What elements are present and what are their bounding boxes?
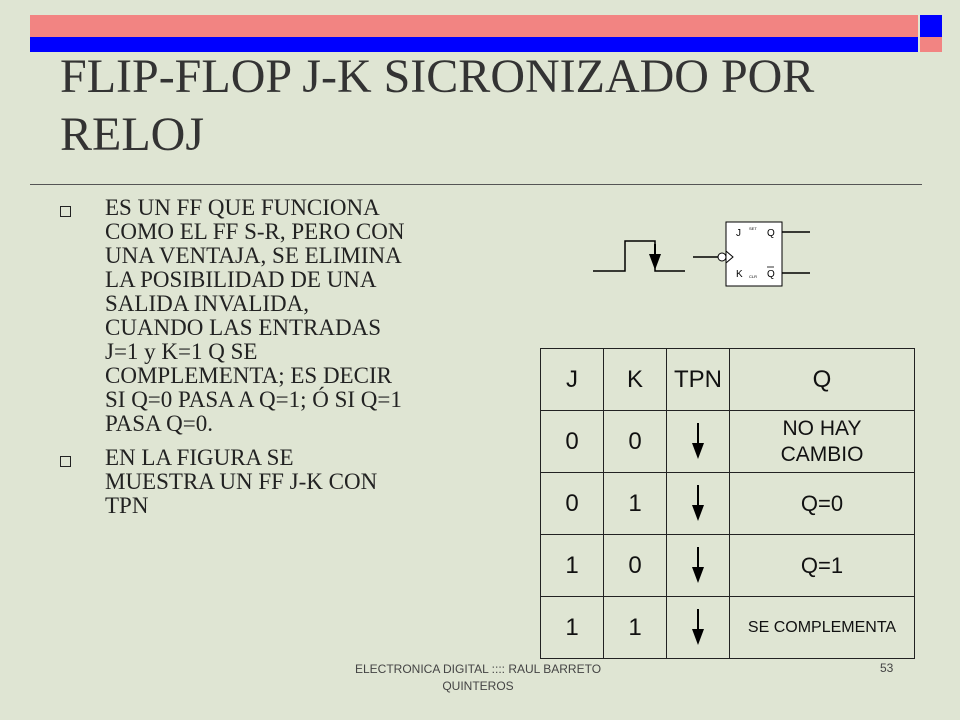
ff-clr-label: CLR (749, 274, 758, 279)
footer-text: ELECTRONICA DIGITAL :::: RAUL BARRETO QUINTEROS (354, 662, 602, 693)
header-q: Q (730, 349, 915, 411)
bullet-text: ES UN FF QUE FUNCIONA COMO EL FF S-R, PERO CON UNA VENTAJA, SE ELIMINA LA POSIBILIDAD DE UNA SALIDA INVALIDA, CUANDO LAS ENTRADAS J=1 y K=1 Q SE COMPLEMENTA; ES DECIR SI Q=0 PASA A Q=1; Ó SI Q=1 PASA Q=0. (105, 195, 405, 436)
bullet-item (60, 196, 480, 436)
square-bullet-icon (60, 206, 71, 217)
corner-square-blue (920, 15, 942, 37)
down-arrow-icon (691, 547, 705, 585)
cell-j: 1 (541, 597, 604, 659)
down-arrow-icon (691, 609, 705, 647)
ff-qbar-label: Q (767, 269, 775, 280)
truth-table (540, 348, 915, 659)
bullet-item (60, 446, 480, 518)
topbar-red (30, 15, 918, 37)
cell-tpn (667, 535, 730, 597)
cell-j: 0 (541, 411, 604, 473)
bullet-text: EN LA FIGURA SE MUESTRA UN FF J-K CON TPN (105, 445, 378, 518)
table-row (541, 411, 915, 473)
cell-k: 0 (604, 535, 667, 597)
table-row (541, 473, 915, 535)
cell-j: 0 (541, 473, 604, 535)
cell-q: Q=1 (730, 535, 915, 597)
clock-pulse-waveform (593, 241, 685, 271)
table-row (541, 597, 915, 659)
ff-k-label: K (736, 269, 743, 280)
jk-flip-flop-diagram (585, 214, 825, 294)
cell-tpn (667, 597, 730, 659)
cell-tpn (667, 473, 730, 535)
ff-set-label: SET (749, 226, 757, 231)
down-arrow-icon (691, 485, 705, 523)
table-header-row (541, 349, 915, 411)
cell-j: 1 (541, 535, 604, 597)
falling-edge-arrow-head (649, 254, 661, 270)
cell-q: Q=0 (730, 473, 915, 535)
corner-square-red (920, 37, 942, 52)
cell-k: 0 (604, 411, 667, 473)
cell-k: 1 (604, 597, 667, 659)
down-arrow-icon (691, 423, 705, 461)
ff-q-label: Q (767, 228, 775, 239)
table-row (541, 535, 915, 597)
bullet-list (60, 196, 480, 528)
header-k: K (604, 349, 667, 411)
cell-tpn (667, 411, 730, 473)
header-tpn: TPN (667, 349, 730, 411)
cell-q: NO HAY CAMBIO (730, 411, 915, 473)
title-divider (30, 184, 922, 185)
ff-j-label: J (736, 228, 741, 239)
header-j: J (541, 349, 604, 411)
square-bullet-icon (60, 456, 71, 467)
cell-k: 1 (604, 473, 667, 535)
slide-title: FLIP-FLOP J-K SICRONIZADO POR RELOJ (60, 50, 815, 161)
cell-q: SE COMPLEMENTA (730, 597, 915, 659)
page-number: 53 (880, 661, 894, 675)
clock-inversion-bubble (718, 253, 726, 261)
